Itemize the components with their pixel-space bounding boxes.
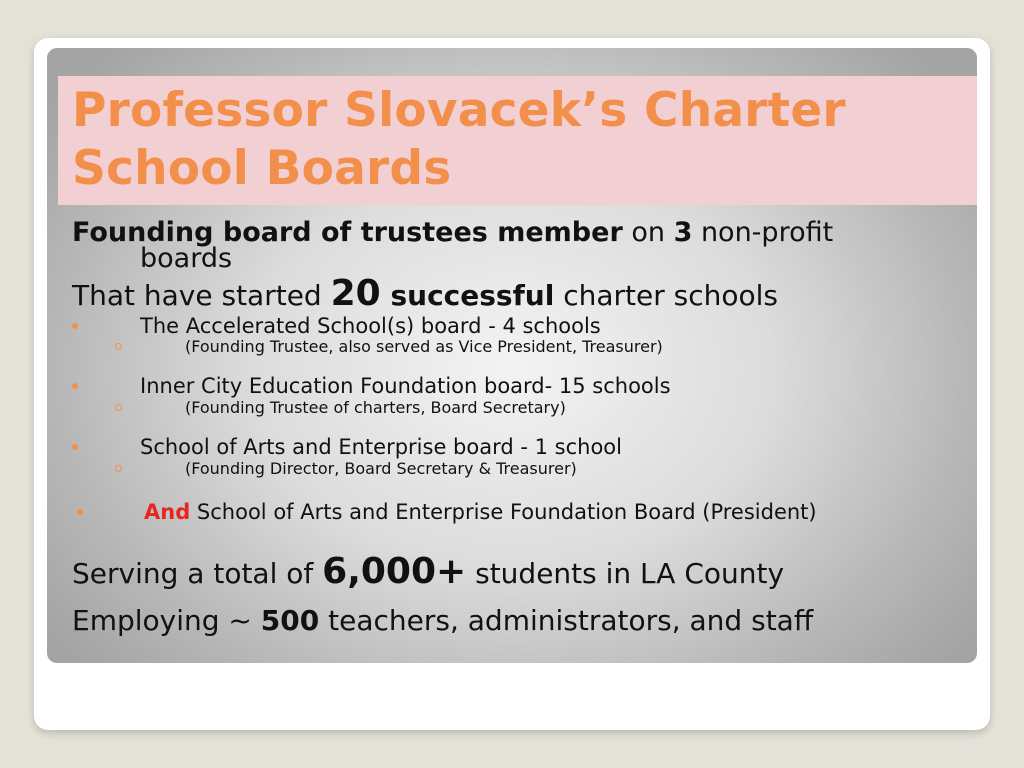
bullet-dot-icon xyxy=(72,444,78,450)
sub-bullet-ring-icon xyxy=(115,404,122,411)
employing-end: teachers, administrators, and staff xyxy=(319,604,814,637)
bullet-text: Inner City Education Foundation board- 15 schools xyxy=(140,374,671,398)
started-bold-word: successful xyxy=(380,279,555,312)
founding-board-mid: on xyxy=(622,217,674,248)
sub-bullet-text: (Founding Trustee, also served as Vice President, Treasurer) xyxy=(185,337,663,356)
sub-bullet-ring-icon xyxy=(115,343,122,350)
foundation-text: School of Arts and Enterprise Foundation Board (President) xyxy=(190,500,817,524)
and-word: And xyxy=(144,500,191,524)
sub-bullet-text: (Founding Director, Board Secretary & Treasurer) xyxy=(185,459,577,478)
serving-start: Serving a total of xyxy=(72,557,323,590)
founding-board-bold: Founding board of trustees member xyxy=(72,217,623,248)
title-line-1: Professor Slovacek’s Charter xyxy=(72,83,846,138)
slide-content xyxy=(47,48,977,663)
bullet-dot-icon xyxy=(72,383,78,389)
bullet-text: School of Arts and Enterprise board - 1 school xyxy=(140,435,622,459)
serving-end: students in LA County xyxy=(466,557,785,590)
started-schools-line xyxy=(72,274,778,316)
bullet-dot-icon xyxy=(72,323,78,329)
bullet-text: The Accelerated School(s) board - 4 schools xyxy=(140,314,601,338)
founding-board-wrap: boards xyxy=(140,243,233,274)
started-start: That have started xyxy=(72,279,331,312)
founding-board-end: non-profit xyxy=(692,217,834,248)
sub-bullet-ring-icon xyxy=(115,465,122,472)
serving-number: 6,000+ xyxy=(322,551,467,592)
serving-students-line xyxy=(72,550,784,596)
sub-bullet-text: (Founding Trustee of charters, Board Secretary) xyxy=(185,398,566,417)
employing-number: 500 xyxy=(260,604,320,637)
bullet-text xyxy=(144,499,817,525)
started-end: charter schools xyxy=(554,279,778,312)
employing-start: Employing ~ xyxy=(72,604,261,637)
title-line-2: School Boards xyxy=(72,141,452,196)
founding-board-number: 3 xyxy=(673,217,693,248)
started-number: 20 xyxy=(330,273,381,314)
employing-staff-line xyxy=(72,601,813,641)
bullet-dot-icon xyxy=(77,509,83,515)
slide xyxy=(47,48,977,663)
